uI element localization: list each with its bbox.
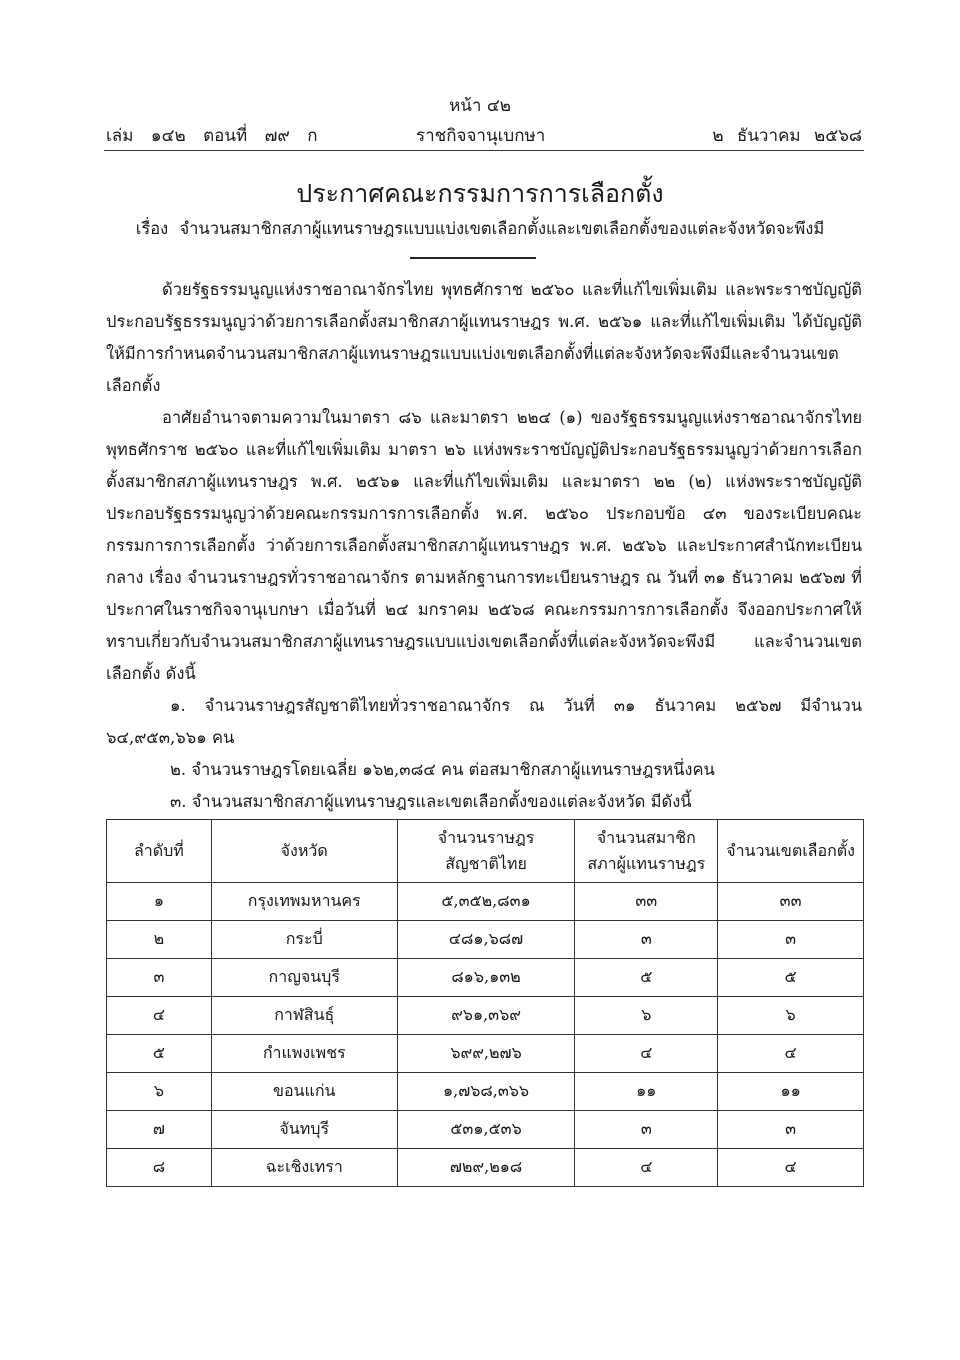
cell-order: ๔ [107,997,212,1035]
cell-province: ฉะเชิงเทรา [211,1149,397,1187]
cell-districts: ๓๓ [718,883,864,921]
cell-population: ๔๘๑,๖๘๗ [397,921,575,959]
cell-population: ๖๙๙,๒๗๖ [397,1035,575,1073]
cell-population: ๙๖๑,๓๖๙ [397,997,575,1035]
cell-population: ๘๑๖,๑๓๒ [397,959,575,997]
item-text: ๓. จำนวนสมาชิกสภาผู้แทนราษฎรและเขตเลือกตั้งของแต่ละจังหวัด มีดังนี้ [170,792,692,811]
cell-districts: ๓ [718,921,864,959]
table-row [107,883,864,921]
volume-issue: เล่ม ๑๔๒ ตอนที่ ๗๙ ก [106,126,318,146]
publication-date: ๒ ธันวาคม ๒๕๖๘ [712,126,862,146]
header-mps-line1: จำนวนสมาชิก [596,828,696,847]
page-number: หน้า ๔๒ [449,96,511,116]
cell-order: ๘ [107,1149,212,1187]
cell-districts: ๓ [718,1111,864,1149]
body-paragraph-2 [106,402,862,690]
item-2 [106,754,926,786]
cell-province: จันทบุรี [211,1111,397,1149]
cell-districts: ๖ [718,997,864,1035]
cell-mps: ๓ [575,1111,718,1149]
cell-population: ๑,๗๖๘,๓๖๖ [397,1073,575,1111]
cell-order: ๖ [107,1073,212,1111]
header-population [397,820,575,883]
cell-population: ๗๒๙,๒๑๘ [397,1149,575,1187]
paragraph-text: ด้วยรัฐธรรมนูญแห่งราชอาณาจักรไทย พุทธศักราช ๒๕๖๐ และที่แก้ไขเพิ่มเติม และพระราชบัญญัติประกอบรัฐธรรมนูญว่าด้วยการเลือกตั้งสมาชิกสภาผู้แทนราษฎร พ.ศ. ๒๕๖๑ และที่แก้ไขเพิ่มเติม ได้บัญญัติให้มีการกำหนดจำนวนสมาชิกสภาผู้แทนราษฎรแบบแบ่งเขตเลือกตั้งที่แต่ละจังหวัดจะพึงมีและจำนวนเขตเลือกตั้ง [106,280,862,395]
header-province: จังหวัด [211,820,397,883]
cell-mps: ๖ [575,997,718,1035]
header-divider [104,150,864,151]
header-districts: จำนวนเขตเลือกตั้ง [718,820,864,883]
paragraph-text: อาศัยอำนาจตามความในมาตรา ๘๖ และมาตรา ๒๒๔ (๑) ของรัฐธรรมนูญแห่งราชอาณาจักรไทย พุทธศักราช ๒๕๖๐ และที่แก้ไขเพิ่มเติม มาตรา ๒๖ แห่งพระราชบัญญัติประกอบรัฐธรรมนูญว่าด้วยการเลือกตั้งสมาชิกสภาผู้แทนราษฎร พ.ศ. ๒๕๖๑ และที่แก้ไขเพิ่มเติม และมาตรา ๒๒ (๒) แห่งพระราชบัญญัติประกอบรัฐธรรมนูญว่าด้วยคณะกรรมการการเลือกตั้ง พ.ศ. ๒๕๖๐ ประกอบข้อ ๔๓ ของระเบียบคณะกรรมการการเลือกตั้ง ว่าด้วยการเลือกตั้งสมาชิกสภาผู้แทนราษฎร พ.ศ. ๒๕๖๖ และประกาศสำนักทะเบียนกลาง เรื่อง จำนวนราษฎรทั่วราชอาณาจักร ตามหลักฐานการทะเบียนราษฎร ณ วันที่ ๓๑ ธันวาคม ๒๕๖๗ ที่ประกาศในราชกิจจานุเบกษา เมื่อวันที่ ๒๔ มกราคม ๒๕๖๘ คณะกรรมการการเลือกตั้ง จึงออกประกาศให้ทราบเกี่ยวกับจำนวนสมาชิกสภาผู้แทนราษฎรแบบแบ่งเขตเลือกตั้งที่แต่ละจังหวัดจะพึงมี และจำนวนเขตเลือกตั้ง ดังนี้ [106,408,862,683]
cell-mps: ๑๑ [575,1073,718,1111]
table-row [107,921,864,959]
cell-province: กรุงเทพมหานคร [211,883,397,921]
province-table [106,819,864,1187]
table-row [107,1073,864,1111]
body-paragraph-1 [106,274,862,402]
item-text: ๑. จำนวนราษฎรสัญชาติไทยทั่วราชอาณาจักร ณ วันที่ ๓๑ ธันวาคม ๒๕๖๗ มีจำนวน ๖๔,๙๕๓,๖๖๑ คน [106,696,862,747]
table-header-row [107,820,864,883]
cell-mps: ๔ [575,1149,718,1187]
item-text: ๒. จำนวนราษฎรโดยเฉลี่ย ๑๖๒,๓๘๔ คน ต่อสมาชิกสภาผู้แทนราษฎรหนึ่งคน [170,760,715,779]
header-population-line2: สัญชาติไทย [445,854,527,873]
item-1 [106,690,862,754]
cell-order: ๒ [107,921,212,959]
header-population-line1: จำนวนราษฎร [437,828,535,847]
cell-population: ๕,๓๕๒,๘๓๑ [397,883,575,921]
header-mps-line2: สภาผู้แทนราษฎร [587,854,706,873]
cell-province: กระบี่ [211,921,397,959]
table-row [107,1035,864,1073]
cell-districts: ๕ [718,959,864,997]
cell-province: กาฬสินธุ์ [211,997,397,1035]
table-row [107,959,864,997]
cell-province: ขอนแก่น [211,1073,397,1111]
cell-province: กำแพงเพชร [211,1035,397,1073]
item-3 [106,786,926,818]
cell-districts: ๑๑ [718,1073,864,1111]
header-order: ลำดับที่ [107,820,212,883]
table-row [107,997,864,1035]
cell-province: กาญจนบุรี [211,959,397,997]
cell-districts: ๔ [718,1149,864,1187]
publication-name: ราชกิจจานุเบกษา [416,126,546,146]
announcement-title: ประกาศคณะกรรมการการเลือกตั้ง [296,179,664,208]
table-row [107,1111,864,1149]
cell-mps: ๓๓ [575,883,718,921]
cell-mps: ๓ [575,921,718,959]
cell-order: ๕ [107,1035,212,1073]
table-row [107,1149,864,1187]
cell-population: ๕๓๑,๕๓๖ [397,1111,575,1149]
cell-order: ๗ [107,1111,212,1149]
announcement-subtitle: เรื่อง จำนวนสมาชิกสภาผู้แทนราษฎรแบบแบ่งเขตเลือกตั้งและเขตเลือกตั้งของแต่ละจังหวัดจะพึงมี [135,219,825,238]
cell-order: ๓ [107,959,212,997]
title-divider [410,257,536,259]
cell-mps: ๔ [575,1035,718,1073]
gazette-header [106,122,862,148]
header-mps [575,820,718,883]
cell-mps: ๕ [575,959,718,997]
cell-districts: ๔ [718,1035,864,1073]
cell-order: ๑ [107,883,212,921]
